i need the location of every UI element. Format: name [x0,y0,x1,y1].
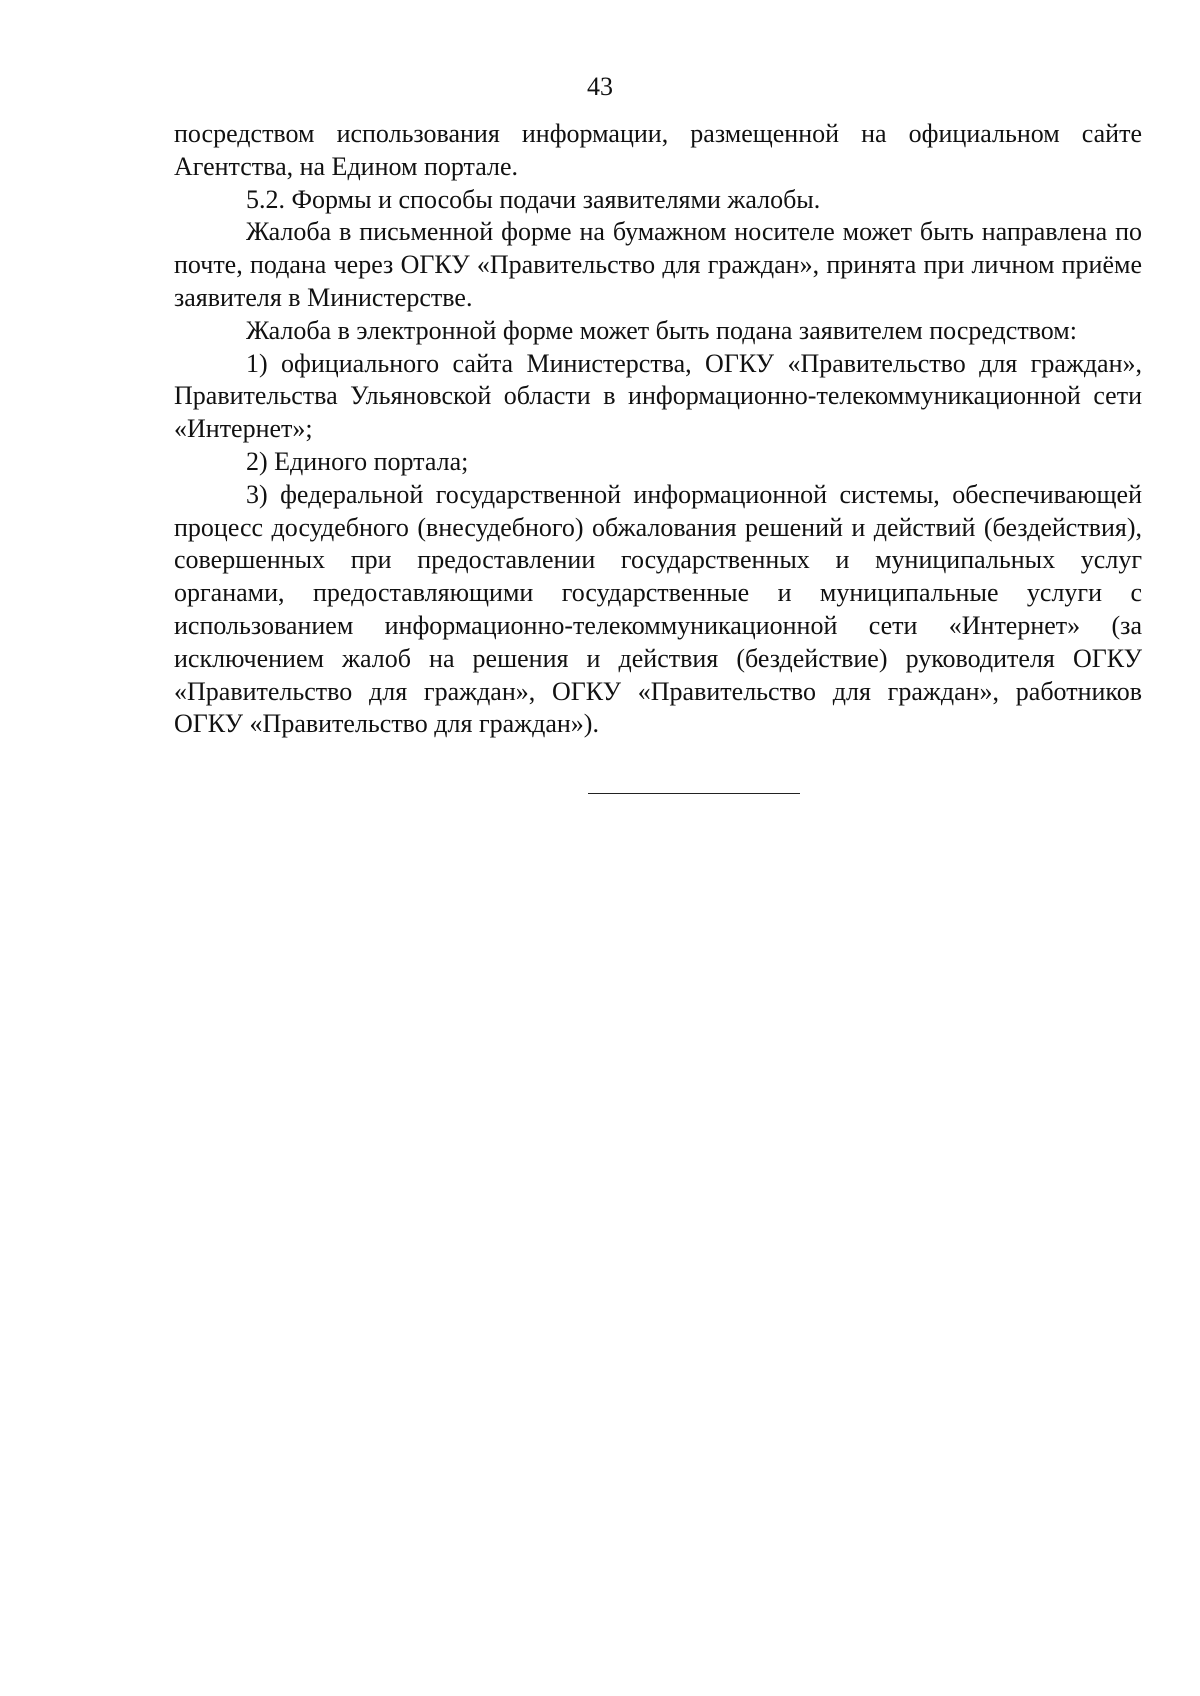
page-number: 43 [587,72,613,101]
end-of-document-line [588,793,800,794]
section-heading-5-2: 5.2. Формы и способы подачи заявителями жалобы. [246,184,821,214]
paragraph-written-complaint: Жалоба в письменной форме на бумажном носителе может быть направлена по почте, подана через ОГКУ «Правительство для граждан», принята при личном приёме заявителя в Министерстве. [174,217,1142,312]
list-item-1: 1) официального сайта Министерства, ОГКУ «Правительство для граждан», Правительства Ульяновской области в информационно-телекоммуникационной сети «Интернет»; [174,348,1142,444]
paragraph-electronic-complaint: Жалоба в электронной форме может быть подана заявителем посредством: [246,315,1077,345]
list-item-2: 2) Единого портала; [246,446,469,476]
paragraph-continuation: посредством использования информации, размещенной на официальном сайте Агентства, на Едином портале. [174,119,1142,181]
list-item-3: 3) федеральной государственной информационной системы, обеспечивающей процесс досудебного (внесудебного) обжалования решений и действий (бездействия), совершенных при предоставлении государственных и муниципальных услуг органами, предоставляющими государственные и муниципальные услуги с использованием информационно-телекоммуникационной сети «Интернет» (за исключением жалоб на решения и действия (бездействие) руководителя ОГКУ «Правительство для граждан», ОГКУ «Правительство для граждан», работников ОГКУ «Правительство для граждан»). [174,479,1142,739]
document-body [174,118,1142,741]
